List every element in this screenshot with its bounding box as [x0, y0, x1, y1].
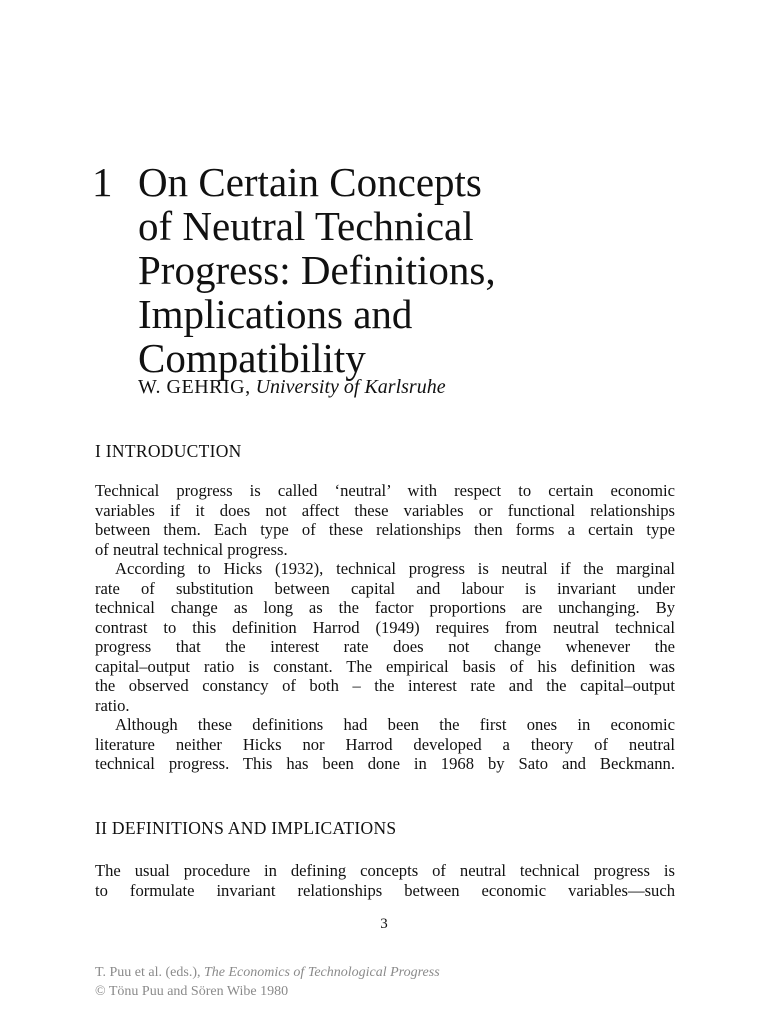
text-line: rate of substitution between capital and labour is invariant under	[95, 578, 675, 598]
chapter-title-text	[138, 160, 496, 380]
citation-book-title: The Economics of Technological Progress	[204, 965, 440, 980]
text-line: progress that the interest rate does not change whenever the	[95, 637, 675, 656]
text-line: between them. Each type of these relationships then forms a certain type	[95, 520, 675, 539]
chapter-title	[92, 160, 692, 380]
section-heading-introduction: I INTRODUCTION	[95, 441, 242, 461]
author-affiliation: University of Karlsruhe	[255, 376, 446, 398]
text-line: technical change as long as the factor proportions are unchanging. By	[95, 598, 675, 617]
author-name: W. GEHRIG,	[138, 376, 251, 398]
text-line: of neutral technical progress.	[95, 539, 288, 559]
paragraph-definitions-1	[95, 861, 675, 900]
author-line	[138, 376, 446, 399]
title-line: On Certain Concepts	[138, 159, 482, 205]
text-line: contrast to this definition Harrod (1949) requires from neutral technical	[95, 617, 675, 637]
paragraph-intro-2	[95, 559, 675, 715]
citation-editors: T. Puu et al. (eds.),	[95, 965, 201, 980]
title-line: Implications and	[138, 291, 413, 337]
page-number: 3	[380, 916, 388, 932]
title-line: Progress: Definitions,	[138, 247, 496, 293]
paragraph-intro-1	[95, 481, 675, 559]
title-line: of Neutral Technical	[138, 203, 474, 249]
section-heading-definitions: II DEFINITIONS AND IMPLICATIONS	[95, 818, 397, 838]
chapter-number: 1	[92, 159, 113, 205]
text-line: According to Hicks (1932), technical progress is neutral if the marginal	[115, 559, 675, 578]
paragraph-intro-3	[95, 715, 675, 774]
text-line: to formulate invariant relationships between economic variables—such	[95, 880, 675, 900]
title-line: Compatibility	[138, 335, 366, 381]
text-line: technical progress. This has been done in 1968 by Sato and Beckmann.	[95, 754, 675, 773]
text-line: variables if it does not affect these variables or functional relationships	[95, 500, 675, 520]
text-line: ratio.	[95, 695, 130, 715]
text-line: the observed constancy of both – the interest rate and the capital–output	[95, 676, 675, 695]
copyright-footer	[95, 963, 440, 1001]
text-line: capital–output ratio is constant. The empirical basis of his definition was	[95, 656, 675, 676]
text-line: Technical progress is called ‘neutral’ with respect to certain economic	[95, 481, 675, 500]
text-line: The usual procedure in defining concepts of neutral technical progress is	[95, 861, 675, 880]
copyright-line: © Tönu Puu and Sören Wibe 1980	[95, 984, 289, 999]
text-line: literature neither Hicks nor Harrod developed a theory of neutral	[95, 734, 675, 754]
text-line: Although these definitions had been the first ones in economic	[115, 715, 675, 734]
citation-line	[95, 963, 440, 982]
